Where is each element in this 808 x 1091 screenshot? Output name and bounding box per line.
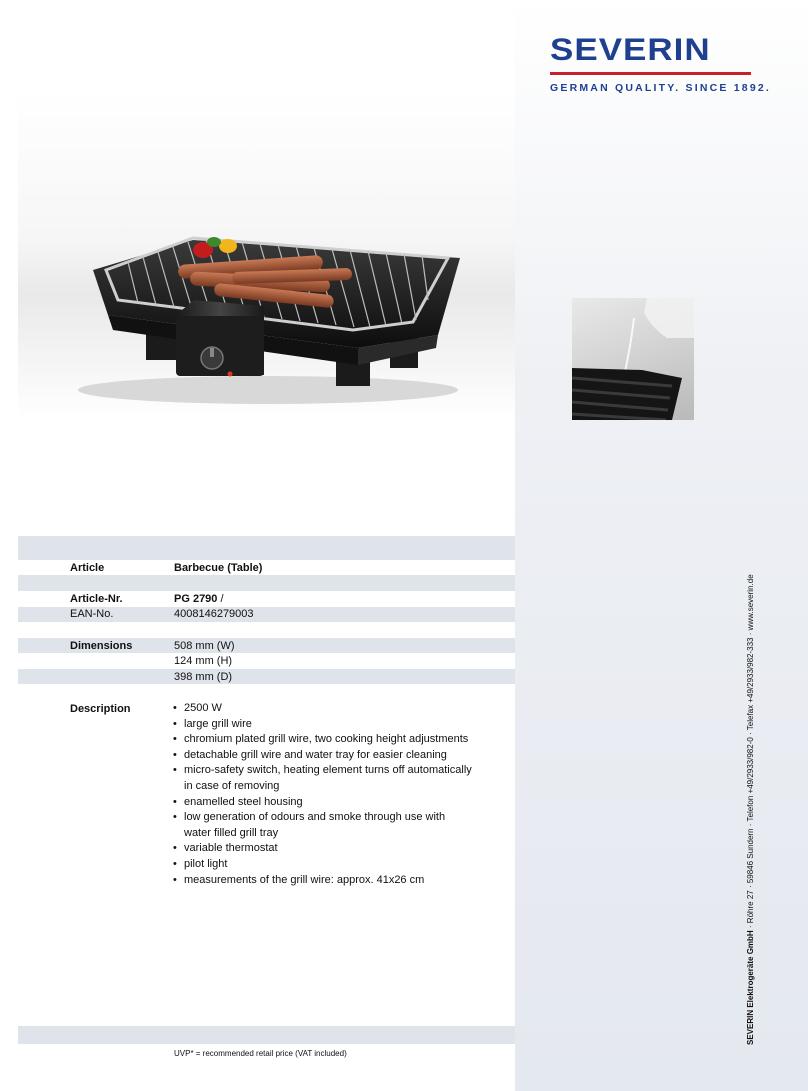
description-list xyxy=(172,701,472,888)
ean-value: 4008146279003 xyxy=(174,608,254,620)
detail-photo xyxy=(572,298,694,420)
dimensions-label: Dimensions xyxy=(70,640,133,652)
list-item: • enamelled steel housing xyxy=(172,795,472,811)
article-label: Article xyxy=(70,562,105,574)
article-nr-suffix: / xyxy=(217,593,224,605)
company-address: · Röhre 27 · 59846 Sundern · Telefon +49/2933/982-0 · Telefax +49/2933/982-333 · www.severin.de xyxy=(746,574,755,931)
list-item: • large grill wire xyxy=(172,717,472,733)
company-contact-line xyxy=(746,574,755,1045)
list-item: • micro-safety switch, heating element turns off automatically in case of removing xyxy=(172,763,472,794)
footnote: UVP* = recommended retail price (VAT included) xyxy=(174,1049,347,1058)
company-name: SEVERIN Elektrogeräte GmbH xyxy=(746,930,755,1045)
article-nr-label: Article-Nr. xyxy=(70,593,123,605)
dimension-height: 124 mm (H) xyxy=(174,655,233,667)
right-panel xyxy=(515,0,808,1091)
table-band xyxy=(18,669,515,684)
logo-red-bar xyxy=(550,72,751,75)
list-item: • 2500 W xyxy=(172,701,472,717)
dimension-depth: 398 mm (D) xyxy=(174,671,233,683)
table-band-top xyxy=(18,536,515,560)
list-item: • variable thermostat xyxy=(172,841,472,857)
list-item: • pilot light xyxy=(172,857,472,873)
table-band xyxy=(18,575,515,591)
description-label: Description xyxy=(70,703,131,715)
grill-illustration xyxy=(18,90,515,420)
article-nr-value xyxy=(174,592,224,608)
severin-logo xyxy=(550,32,772,94)
article-nr-code: PG 2790 xyxy=(174,593,218,605)
table-band-bottom xyxy=(18,1026,515,1044)
list-item: • measurements of the grill wire: approx. 41x26 cm xyxy=(172,873,472,889)
list-item: • low generation of odours and smoke through use with water filled grill tray xyxy=(172,810,472,841)
dimension-width: 508 mm (W) xyxy=(174,640,235,652)
list-item: • detachable grill wire and water tray for easier cleaning xyxy=(172,748,472,764)
ean-label: EAN-No. xyxy=(70,608,114,620)
hero-product-image xyxy=(18,90,515,420)
list-item: • chromium plated grill wire, two cooking height adjustments xyxy=(172,732,472,748)
logo-tagline: GERMAN QUALITY. SINCE 1892. xyxy=(550,82,772,94)
logo-wordmark: SEVERIN xyxy=(550,32,711,68)
water-tray-illustration xyxy=(572,298,694,420)
article-value: Barbecue (Table) xyxy=(174,562,263,574)
